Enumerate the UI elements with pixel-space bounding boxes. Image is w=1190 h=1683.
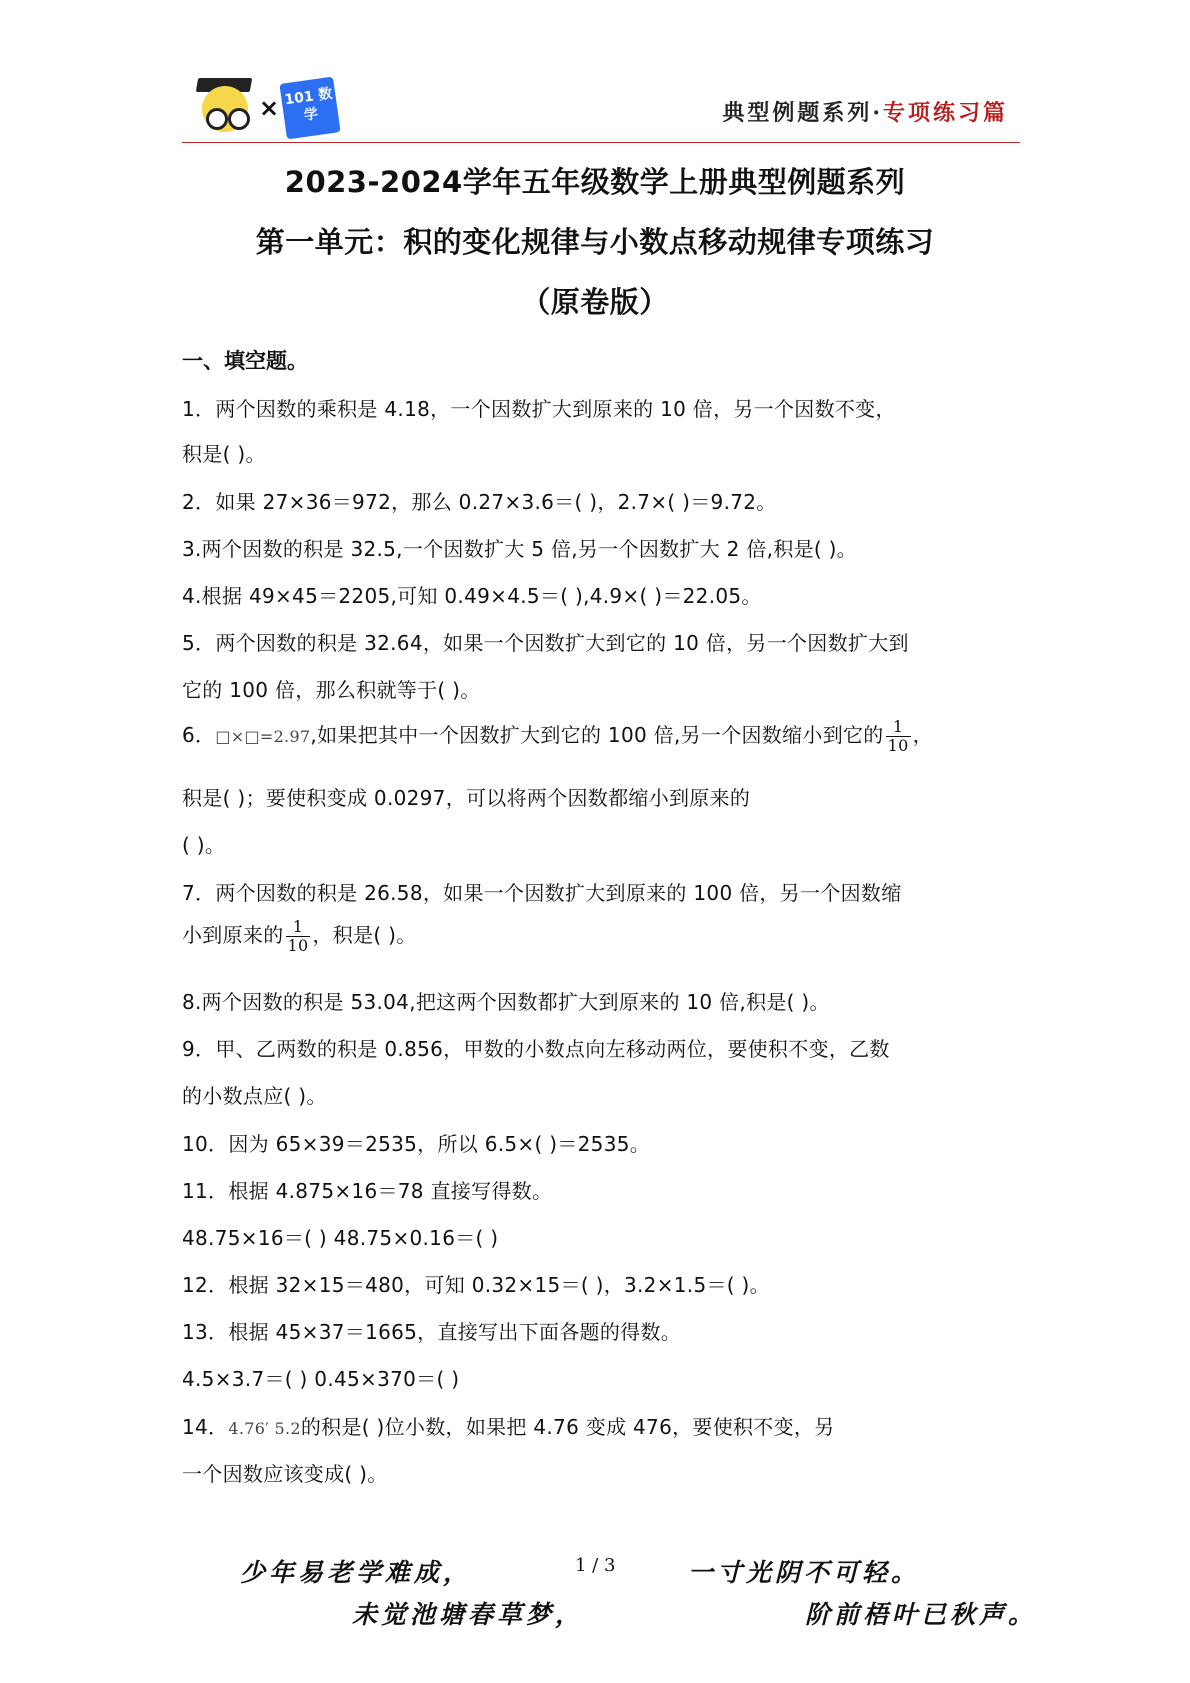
fraction-one-tenth	[286, 918, 311, 955]
question-14-line-1	[182, 1411, 835, 1440]
header-divider	[182, 142, 1020, 143]
question-6-expression: □×□=2.97	[215, 727, 311, 746]
question-6-number: 6．	[182, 723, 216, 747]
question-7-text: 小到原来的	[182, 923, 284, 947]
question-11-line-2: 48.75×16＝( ) 48.75×0.16＝( )	[182, 1226, 499, 1250]
question-11-line-1: 11．根据 4.875×16＝78 直接写得数。	[182, 1179, 553, 1203]
series-left: 典型例题系列·	[722, 100, 883, 126]
question-7-line-2	[182, 918, 417, 955]
page-number: 1 / 3	[575, 1555, 616, 1576]
question-8: 8.两个因数的积是 53.04,把这两个因数都扩大到原来的 10 倍,积是( )。	[182, 990, 830, 1014]
question-6-comma: ，	[912, 723, 933, 747]
poem-line-1: 少年易老学难成，	[240, 1558, 473, 1587]
series-right: 专项练习篇	[882, 100, 1008, 126]
question-9-line-2: 的小数点应( )。	[182, 1084, 327, 1108]
owl-right-eye	[228, 108, 250, 130]
fraction-denominator: 10	[887, 736, 909, 755]
question-6-line-2: 积是( )；要使积变成 0.0297，可以将两个因数都缩小到原来的	[182, 786, 751, 810]
poem-line-2: 一寸光阴不可轻。	[688, 1558, 921, 1587]
question-6-text: ,如果把其中一个因数扩大到它的 100 倍,另一个因数缩小到它的	[310, 723, 884, 747]
question-5-line-2: 它的 100 倍，那么积就等于( )。	[182, 678, 481, 702]
fraction-numerator: 1	[286, 918, 311, 937]
times-sign: ×	[259, 94, 280, 122]
section-heading: 一、填空题。	[182, 349, 308, 373]
question-1-line-2: 积是( )。	[182, 442, 266, 466]
poem-line-4: 阶前梧叶已秋声。	[805, 1600, 1038, 1629]
fraction-one-tenth	[886, 718, 911, 755]
series-label	[722, 96, 1008, 127]
question-6-line-1	[182, 718, 933, 755]
poem-line-3: 未觉池塘春草梦，	[352, 1600, 585, 1629]
question-3: 3.两个因数的积是 32.5,一个因数扩大 5 倍,另一个因数扩大 2 倍,积是( )。	[182, 537, 858, 561]
doc-subtitle: 第一单元：积的变化规律与小数点移动规律专项练习	[255, 225, 935, 259]
question-14-text: 的积是( )位小数，如果把 4.76 变成 476，要使积不变，另	[300, 1415, 835, 1439]
question-12: 12．根据 32×15＝480，可知 0.32×15＝( )，3.2×1.5＝( )。	[182, 1273, 770, 1297]
question-9-line-1: 9．甲、乙两数的积是 0.856，甲数的小数点向左移动两位，要使积不变，乙数	[182, 1037, 890, 1061]
question-14-number: 14．	[182, 1415, 229, 1439]
question-10: 10．因为 65×39＝2535，所以 6.5×( )＝2535。	[182, 1132, 651, 1156]
fraction-numerator: 1	[886, 718, 911, 737]
question-1-line-1: 1．两个因数的乘积是 4.18，一个因数扩大到原来的 10 倍，另一个因数不变，	[182, 397, 896, 421]
question-13-line-2: 4.5×3.7＝( ) 0.45×370＝( )	[182, 1367, 460, 1391]
question-13-line-1: 13．根据 45×37＝1665，直接写出下面各题的得数。	[182, 1320, 682, 1344]
question-14-expression: 4.76′ 5.2	[228, 1419, 301, 1438]
fraction-denominator: 10	[287, 936, 309, 955]
doc-version: （原卷版）	[521, 285, 669, 319]
question-2: 2．如果 27×36＝972，那么 0.27×3.6＝( )，2.7×( )＝9.72。	[182, 490, 777, 514]
question-6-line-3: ( )。	[182, 833, 226, 857]
question-7-line-1: 7．两个因数的积是 26.58，如果一个因数扩大到原来的 100 倍，另一个因数缩	[182, 881, 902, 905]
question-14-line-2: 一个因数应该变成( )。	[182, 1462, 388, 1486]
question-5-line-1: 5．两个因数的积是 32.64，如果一个因数扩大到它的 10 倍，另一个因数扩大到	[182, 631, 909, 655]
math-101-logo: 101 数学	[279, 77, 340, 140]
doc-title: 2023-2024学年五年级数学上册典型例题系列	[284, 165, 906, 199]
owl-left-eye	[206, 108, 228, 130]
question-4: 4.根据 49×45＝2205,可知 0.49×4.5＝( ),4.9×( )＝22.05。	[182, 584, 762, 608]
page-header	[182, 78, 1020, 142]
question-7-answer: ，积是( )。	[312, 923, 417, 947]
